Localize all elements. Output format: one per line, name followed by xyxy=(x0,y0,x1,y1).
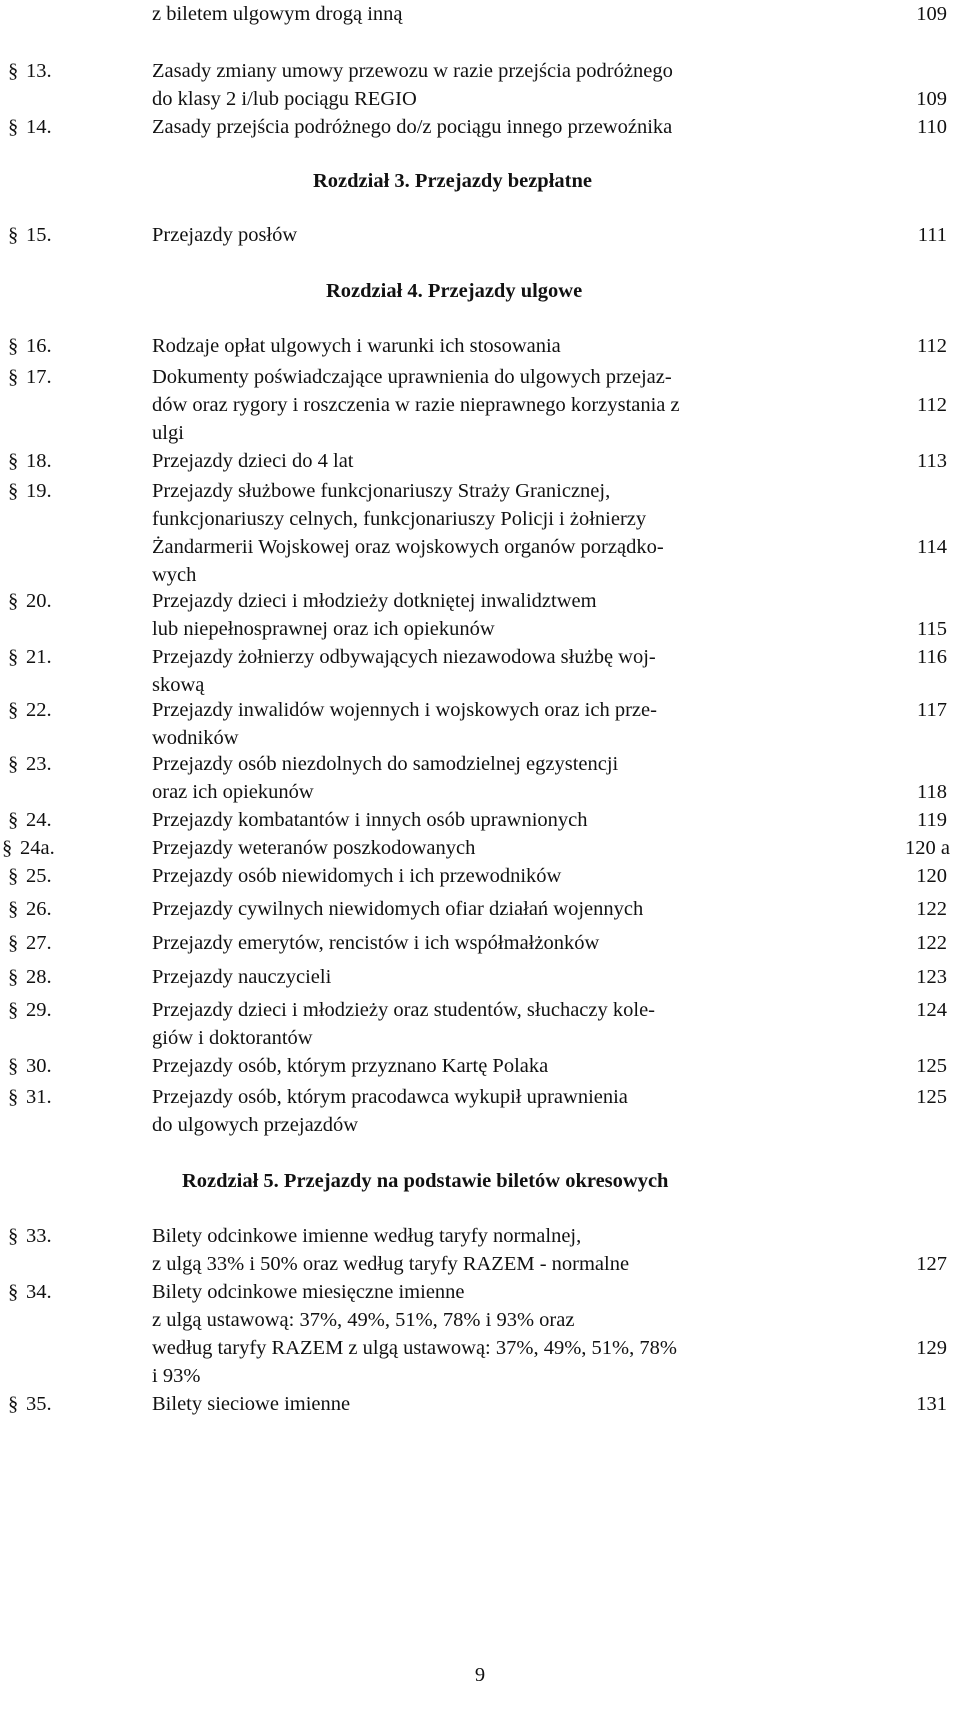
entry-text: Przejazdy osób, którym pracodawca wykupił uprawnienia xyxy=(152,1086,628,1108)
toc-entry-24 xyxy=(0,806,960,836)
toc-entry-26 xyxy=(0,895,960,925)
entry-text: Przejazdy służbowe funkcjonariuszy Straży Granicznej, xyxy=(152,480,611,502)
entry-text: Bilety sieciowe imienne xyxy=(152,1393,351,1415)
entry-page: 123 xyxy=(916,966,947,988)
entry-number: 31. xyxy=(26,1086,52,1108)
section-symbol: § xyxy=(8,966,19,988)
entry-text: według taryfy RAZEM z ulgą ustawową: 37%, 49%, 51%, 78% xyxy=(152,1337,677,1359)
entry-text: Przejazdy dzieci do 4 lat xyxy=(152,450,354,472)
toc-entry-25 xyxy=(0,862,960,892)
section-symbol: § xyxy=(8,116,19,138)
entry-page: 114 xyxy=(917,536,947,558)
entry-number: 30. xyxy=(26,1055,52,1077)
entry-text: Przejazdy inwalidów wojennych i wojskowych oraz ich prze- xyxy=(152,699,657,721)
section-symbol: § xyxy=(8,450,19,472)
chapter-title: Rozdział 4. Przejazdy ulgowe xyxy=(326,280,583,302)
entry-page: 110 xyxy=(917,116,947,138)
entry-text: Żandarmerii Wojskowej oraz wojskowych organów porządko- xyxy=(152,536,664,558)
entry-page: 117 xyxy=(917,699,947,721)
entry-text: wodników xyxy=(152,727,239,749)
entry-text: Przejazdy kombatantów i innych osób uprawnionych xyxy=(152,809,588,831)
toc-entry-23-cont xyxy=(0,778,960,808)
toc-entry-18 xyxy=(0,447,960,477)
toc-entry-20 xyxy=(0,587,960,617)
entry-text: Bilety odcinkowe imienne według taryfy normalnej, xyxy=(152,1225,582,1247)
entry-text: Przejazdy cywilnych niewidomych ofiar działań wojennych xyxy=(152,898,644,920)
entry-page: 112 xyxy=(917,394,947,416)
entry-text: Zasady przejścia podróżnego do/z pociągu innego przewoźnika xyxy=(152,116,673,138)
entry-text: skową xyxy=(152,674,205,696)
toc-entry-13 xyxy=(0,57,960,87)
entry-number: 16. xyxy=(26,335,52,357)
entry-text: do ulgowych przejazdów xyxy=(152,1114,359,1136)
entry-text: giów i doktorantów xyxy=(152,1027,313,1049)
entry-text: Przejazdy dzieci i młodzieży dotkniętej inwalidztwem xyxy=(152,590,597,612)
entry-number: 28. xyxy=(26,966,52,988)
entry-page: 116 xyxy=(917,646,947,668)
entry-text: z ulgą 33% i 50% oraz według taryfy RAZEM - normalne xyxy=(152,1253,630,1275)
toc-entry-17 xyxy=(0,363,960,393)
section-symbol: § xyxy=(8,224,19,246)
entry-text: Przejazdy osób niewidomych i ich przewodników xyxy=(152,865,562,887)
entry-text: Przejazdy weteranów poszkodowanych xyxy=(152,837,476,859)
entry-number: 34. xyxy=(26,1281,52,1303)
entry-text: lub niepełnosprawnej oraz ich opiekunów xyxy=(152,618,495,640)
section-symbol: § xyxy=(8,366,19,388)
entry-number: 17. xyxy=(26,366,52,388)
entry-number: 15. xyxy=(26,224,52,246)
entry-text: oraz ich opiekunów xyxy=(152,781,314,803)
section-symbol: § xyxy=(8,999,19,1021)
entry-text: Rodzaje opłat ulgowych i warunki ich stosowania xyxy=(152,335,561,357)
entry-text: Dokumenty poświadczające uprawnienia do ulgowych przejaz- xyxy=(152,366,672,388)
section-symbol: § xyxy=(8,480,19,502)
toc-entry-15 xyxy=(0,221,960,251)
toc-entry-30 xyxy=(0,1052,960,1082)
toc-entry-33-cont xyxy=(0,1250,960,1280)
page-number: 9 xyxy=(474,1664,486,1686)
toc-entry-34-cont xyxy=(0,1306,960,1336)
section-symbol: § xyxy=(8,590,19,612)
entry-text: Przejazdy żołnierzy odbywających niezawodowa służbę woj- xyxy=(152,646,656,668)
section-symbol: § xyxy=(8,1055,19,1077)
entry-number: 26. xyxy=(26,898,52,920)
toc-entry-35 xyxy=(0,1390,960,1420)
section-symbol: § xyxy=(8,335,19,357)
toc-entry-34-cont xyxy=(0,1362,960,1392)
toc-entry-28 xyxy=(0,963,960,993)
toc-entry-27 xyxy=(0,929,960,959)
section-symbol: § xyxy=(8,699,19,721)
entry-number: 33. xyxy=(26,1225,52,1247)
entry-text: Przejazdy posłów xyxy=(152,224,298,246)
section-symbol: § xyxy=(8,1393,19,1415)
entry-page: 109 xyxy=(916,88,947,110)
entry-text: do klasy 2 i/lub pociągu REGIO xyxy=(152,88,417,110)
entry-text: wych xyxy=(152,564,197,586)
entry-number: 20. xyxy=(26,590,52,612)
section-symbol: § xyxy=(8,898,19,920)
toc-entry-19 xyxy=(0,477,960,507)
entry-text: i 93% xyxy=(152,1365,201,1387)
chapter-heading-3 xyxy=(0,167,960,197)
section-symbol: § xyxy=(2,837,13,859)
entry-page: 115 xyxy=(917,618,947,640)
section-symbol: § xyxy=(8,753,19,775)
toc-entry-31-cont xyxy=(0,1111,960,1141)
entry-number: 13. xyxy=(26,60,52,82)
toc-entry-33 xyxy=(0,1222,960,1252)
entry-number: 23. xyxy=(26,753,52,775)
toc-entry-23 xyxy=(0,750,960,780)
entry-page: 120 xyxy=(916,865,947,887)
entry-number: 21. xyxy=(26,646,52,668)
toc-entry-17-cont xyxy=(0,419,960,449)
chapter-heading-5 xyxy=(0,1167,960,1197)
entry-number: 29. xyxy=(26,999,52,1021)
section-symbol: § xyxy=(8,1281,19,1303)
entry-page: 120 a xyxy=(905,837,950,859)
entry-text: Przejazdy osób, którym przyznano Kartę Polaka xyxy=(152,1055,549,1077)
entry-page: 122 xyxy=(916,932,947,954)
toc-entry-34-cont xyxy=(0,1334,960,1364)
toc-entry-17-cont xyxy=(0,391,960,421)
entry-page: 125 xyxy=(916,1086,947,1108)
toc-entry-14 xyxy=(0,113,960,143)
toc-entry-continuation xyxy=(0,0,960,30)
entry-page: 113 xyxy=(917,450,947,472)
entry-text: Bilety odcinkowe miesięczne imienne xyxy=(152,1281,465,1303)
toc-entry-19-cont xyxy=(0,505,960,535)
entry-text: dów oraz rygory i roszczenia w razie nieprawnego korzystania z xyxy=(152,394,680,416)
entry-number: 25. xyxy=(26,865,52,887)
entry-page: 119 xyxy=(917,809,947,831)
entry-text: funkcjonariuszy celnych, funkcjonariuszy Policji i żołnierzy xyxy=(152,508,647,530)
toc-entry-20-cont xyxy=(0,615,960,645)
toc-entry-24a xyxy=(0,834,960,864)
toc-entry-16 xyxy=(0,332,960,362)
section-symbol: § xyxy=(8,809,19,831)
entry-number: 22. xyxy=(26,699,52,721)
toc-entry-21 xyxy=(0,643,960,673)
toc-entry-19-cont xyxy=(0,533,960,563)
section-symbol: § xyxy=(8,1086,19,1108)
toc-entry-31 xyxy=(0,1083,960,1113)
section-symbol: § xyxy=(8,865,19,887)
entry-page: 118 xyxy=(917,781,947,803)
entry-page: 125 xyxy=(916,1055,947,1077)
entry-number: 35. xyxy=(26,1393,52,1415)
chapter-title: Rozdział 3. Przejazdy bezpłatne xyxy=(313,170,592,192)
toc-entry-13-cont xyxy=(0,85,960,115)
entry-page: 111 xyxy=(917,224,947,246)
entry-page: 112 xyxy=(917,335,947,357)
section-symbol: § xyxy=(8,1225,19,1247)
entry-number: 18. xyxy=(26,450,52,472)
entry-text: Przejazdy emerytów, rencistów i ich współmałżonków xyxy=(152,932,600,954)
entry-number: 24a. xyxy=(20,837,55,859)
entry-number: 27. xyxy=(26,932,52,954)
entry-text: z ulgą ustawową: 37%, 49%, 51%, 78% i 93% oraz xyxy=(152,1309,575,1331)
toc-entry-34 xyxy=(0,1278,960,1308)
entry-text: Przejazdy nauczycieli xyxy=(152,966,332,988)
toc-entry-29 xyxy=(0,996,960,1026)
section-symbol: § xyxy=(8,60,19,82)
entry-page: 131 xyxy=(916,1393,947,1415)
entry-text: Przejazdy osób niezdolnych do samodzielnej egzystencji xyxy=(152,753,619,775)
entry-text: ulgi xyxy=(152,422,184,444)
chapter-heading-4 xyxy=(0,277,960,307)
entry-number: 24. xyxy=(26,809,52,831)
entry-text: Przejazdy dzieci i młodzieży oraz studentów, słuchaczy kole- xyxy=(152,999,655,1021)
entry-text: Zasady zmiany umowy przewozu w razie przejścia podróżnego xyxy=(152,60,673,82)
entry-page: 127 xyxy=(916,1253,947,1275)
entry-page: 109 xyxy=(916,3,947,25)
entry-number: 14. xyxy=(26,116,52,138)
toc-entry-29-cont xyxy=(0,1024,960,1054)
section-symbol: § xyxy=(8,932,19,954)
chapter-title: Rozdział 5. Przejazdy na podstawie biletów okresowych xyxy=(182,1170,669,1192)
entry-number: 19. xyxy=(26,480,52,502)
section-symbol: § xyxy=(8,646,19,668)
entry-page: 122 xyxy=(916,898,947,920)
entry-page: 129 xyxy=(916,1337,947,1359)
entry-text: z biletem ulgowym drogą inną xyxy=(152,3,403,25)
toc-entry-22 xyxy=(0,696,960,726)
entry-page: 124 xyxy=(916,999,947,1021)
